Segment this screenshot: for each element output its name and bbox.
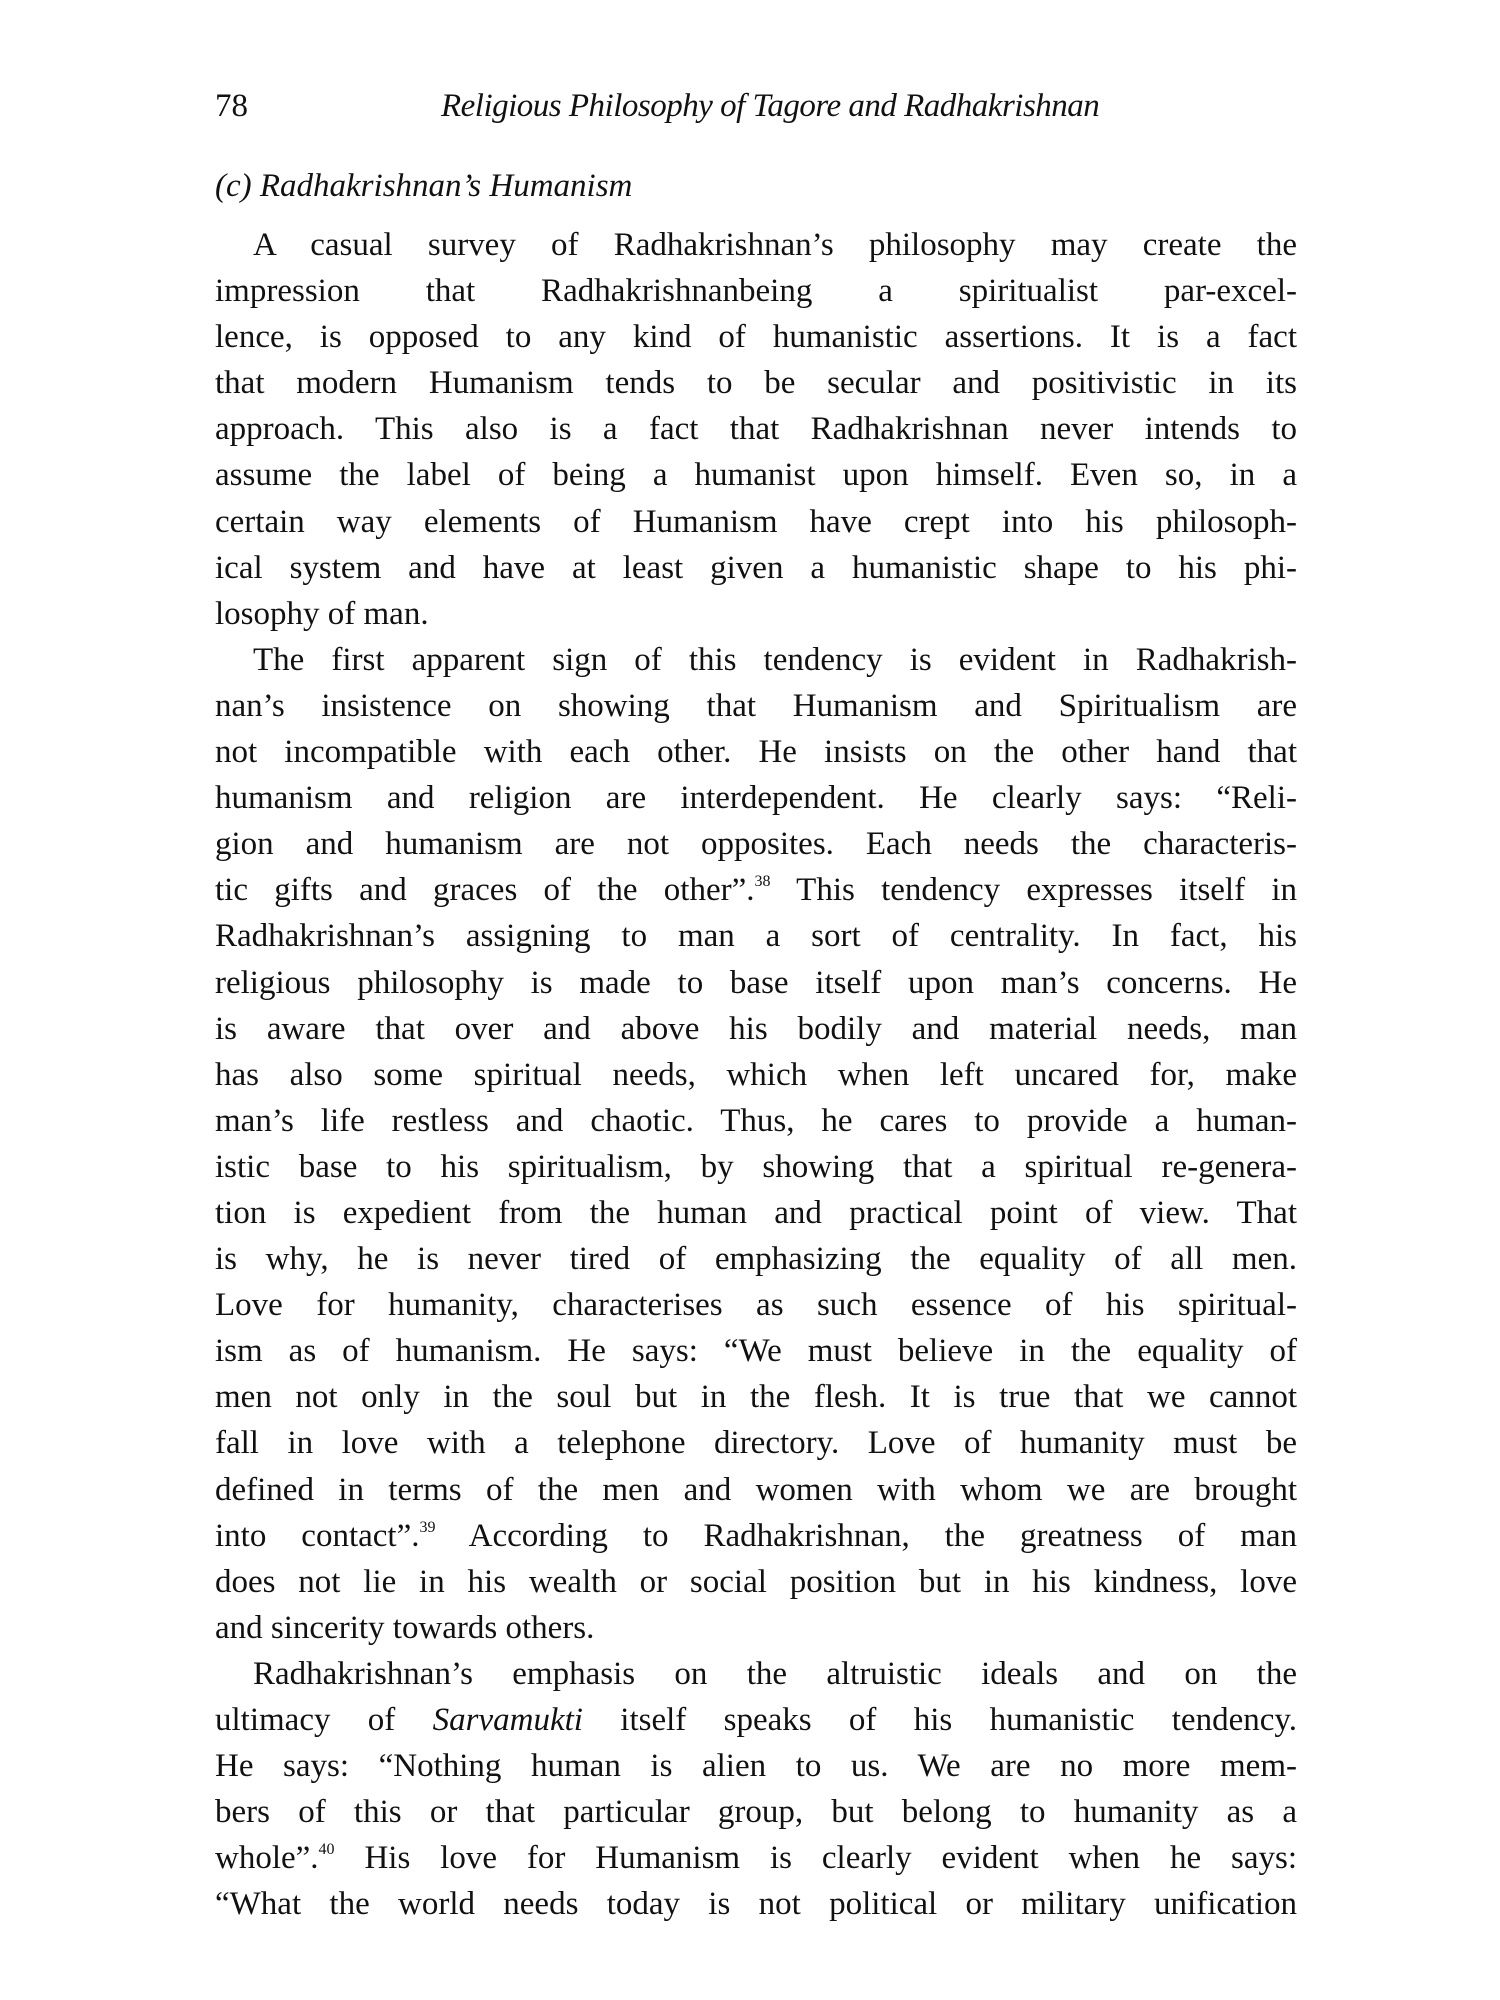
line-text: ical system and have at least given a humanistic shape to his phi- xyxy=(215,549,1297,586)
line-text: itself speaks of his humanistic tendency. xyxy=(582,1702,1297,1738)
line-text: Radhakrishnan’s emphasis on the altruistic ideals and on the xyxy=(253,1655,1297,1692)
page-number: 78 xyxy=(215,88,248,124)
text-line xyxy=(215,1513,1297,1559)
line-text: He says: “Nothing human is alien to us. We are no more mem- xyxy=(215,1748,1297,1785)
text-line xyxy=(215,683,1297,729)
text-line xyxy=(215,499,1297,545)
text-line xyxy=(215,729,1297,775)
text-line xyxy=(215,913,1297,959)
text-line xyxy=(215,1881,1297,1927)
line-text: A casual survey of Radhakrishnan’s philosophy may create the xyxy=(253,227,1297,263)
text-line xyxy=(215,775,1297,821)
line-text: Love for humanity, characterises as such essence of his spiritual- xyxy=(215,1287,1297,1324)
line-text: men not only in the soul but in the flesh. It is true that we cannot xyxy=(215,1379,1297,1416)
text-line xyxy=(215,1236,1297,1282)
line-text: and sincerity towards others. xyxy=(215,1609,595,1646)
text-line xyxy=(215,268,1297,314)
text-line xyxy=(215,1420,1297,1466)
footnote-ref: 40 xyxy=(318,1841,335,1859)
text-line xyxy=(215,1006,1297,1052)
line-text: is why, he is never tired of emphasizing the equality of all men. xyxy=(215,1241,1297,1278)
text-line xyxy=(215,1282,1297,1328)
line-text: certain way elements of Humanism have crept into his philosoph- xyxy=(215,503,1297,540)
line-text: is aware that over and above his bodily and material needs, man xyxy=(215,1010,1297,1047)
line-text: fall in love with a telephone directory. Love of humanity must be xyxy=(215,1425,1297,1462)
line-text: assume the label of being a humanist upon himself. Even so, in a xyxy=(215,457,1297,494)
line-text: religious philosophy is made to base itself upon man’s concerns. He xyxy=(215,964,1297,1001)
line-text: ultimacy of xyxy=(215,1702,433,1738)
line-text: impression that Radhakrishnanbeing a spiritualist par-excel- xyxy=(215,273,1297,310)
italic-term: Sarvamukti xyxy=(432,1702,583,1738)
text-line xyxy=(215,1743,1297,1789)
text-line xyxy=(215,1052,1297,1098)
line-text: into contact”. xyxy=(215,1517,420,1554)
line-text: tic gifts and graces of the other”. xyxy=(215,872,755,909)
line-text: that modern Humanism tends to be secular and positivistic in its xyxy=(215,365,1297,402)
text-line xyxy=(215,1559,1297,1605)
line-text: nan’s insistence on showing that Humanism and Spiritualism are xyxy=(215,687,1297,724)
text-line xyxy=(215,360,1297,406)
text-line xyxy=(215,821,1297,867)
text-line xyxy=(215,1328,1297,1374)
line-text: ism as of humanism. He says: “We must believe in the equality of xyxy=(215,1333,1297,1370)
footnote-ref: 38 xyxy=(754,873,771,891)
text-line xyxy=(215,452,1297,498)
line-text: whole”. xyxy=(215,1840,319,1877)
line-text: Radhakrishnan’s assigning to man a sort of centrality. In fact, his xyxy=(215,918,1297,955)
line-text: not incompatible with each other. He insists on the other hand that xyxy=(215,734,1297,771)
body-text xyxy=(215,222,1297,1927)
text-line xyxy=(215,1605,1297,1651)
text-line xyxy=(215,591,1297,637)
running-title: Religious Philosophy of Tagore and Radhakrishnan xyxy=(441,88,1100,124)
line-text: has also some spiritual needs, which when left uncared for, make xyxy=(215,1056,1297,1093)
line-text: does not lie in his wealth or social position but in his kindness, love xyxy=(215,1563,1297,1600)
section-heading: (c) Radhakrishnan’s Humanism xyxy=(215,168,633,204)
running-header xyxy=(215,88,1297,132)
text-line xyxy=(215,1190,1297,1236)
text-line xyxy=(215,1098,1297,1144)
line-text: tion is expedient from the human and practical point of view. That xyxy=(215,1194,1297,1231)
line-text: “What the world needs today is not political or military unification xyxy=(215,1886,1297,1923)
text-line xyxy=(215,222,1297,268)
text-line xyxy=(215,637,1297,683)
text-line xyxy=(215,1144,1297,1190)
footnote-ref: 39 xyxy=(419,1518,436,1536)
text-line xyxy=(215,1789,1297,1835)
line-text: bers of this or that particular group, but belong to humanity as a xyxy=(215,1794,1297,1831)
text-line xyxy=(215,960,1297,1006)
line-text: His love for Humanism is clearly evident when he says: xyxy=(334,1840,1297,1877)
line-text: gion and humanism are not opposites. Each needs the characteris- xyxy=(215,826,1297,863)
line-text: approach. This also is a fact that Radhakrishnan never intends to xyxy=(215,411,1297,448)
text-line xyxy=(215,545,1297,591)
text-line xyxy=(215,1835,1297,1881)
text-line xyxy=(215,1374,1297,1420)
line-text: man’s life restless and chaotic. Thus, he cares to provide a human- xyxy=(215,1102,1297,1139)
text-line xyxy=(215,1651,1297,1697)
text-line xyxy=(215,314,1297,360)
text-line xyxy=(215,1467,1297,1513)
line-text: defined in terms of the men and women with whom we are brought xyxy=(215,1471,1297,1508)
text-line xyxy=(215,406,1297,452)
text-line xyxy=(215,867,1297,913)
line-text: The first apparent sign of this tendency is evident in Radhakrish- xyxy=(253,641,1297,678)
text-line xyxy=(215,1697,1297,1743)
line-text: istic base to his spiritualism, by showing that a spiritual re-genera- xyxy=(215,1148,1297,1185)
line-text: losophy of man. xyxy=(215,595,429,632)
line-text: lence, is opposed to any kind of humanistic assertions. It is a fact xyxy=(215,319,1297,356)
line-text: According to Radhakrishnan, the greatness of man xyxy=(435,1517,1297,1554)
line-text: humanism and religion are interdependent. He clearly says: “Reli- xyxy=(215,780,1297,817)
line-text: This tendency expresses itself in xyxy=(770,872,1297,909)
